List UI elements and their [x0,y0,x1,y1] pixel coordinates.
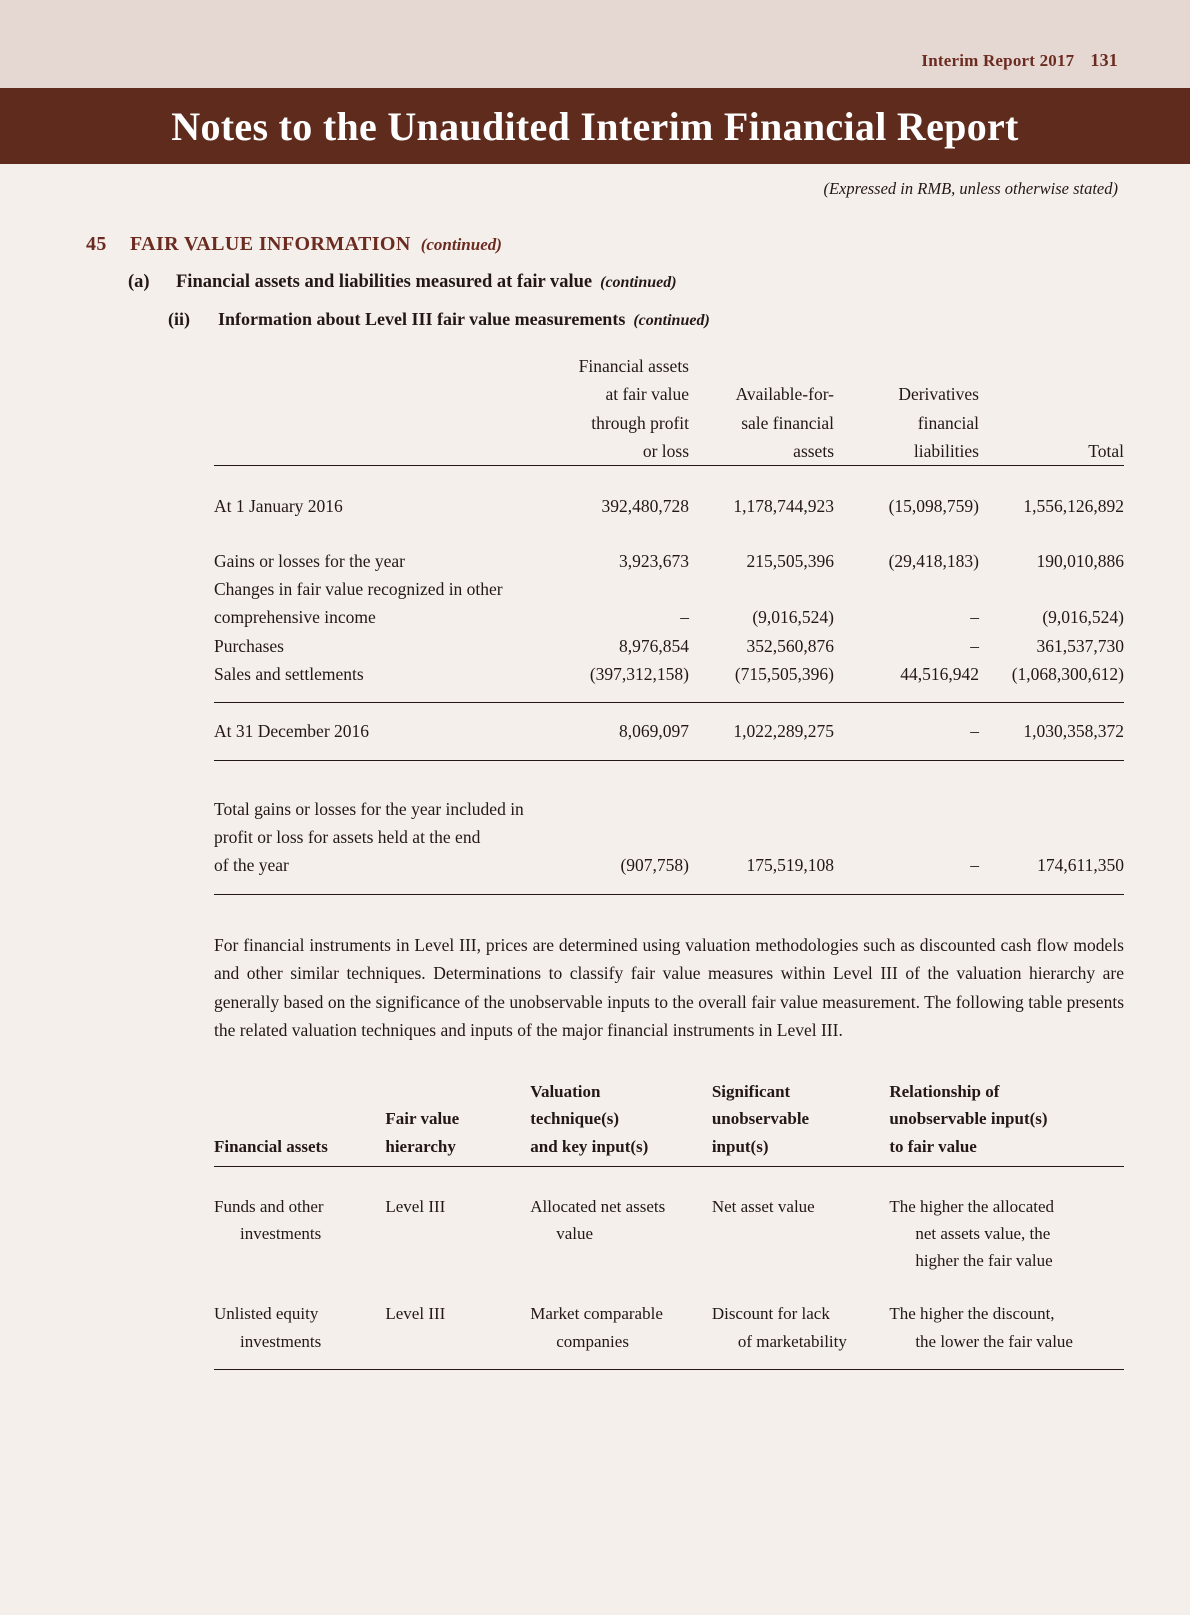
spacer [214,1167,1124,1193]
spacer [214,703,1124,717]
relationship-line1: The higher the allocated [889,1196,1055,1216]
spacer [214,466,1124,492]
row-value: 392,480,728 [601,496,689,517]
row-value [834,823,979,851]
table-row [214,547,1124,575]
asset-line2: investments [240,1223,322,1243]
table-row [214,660,1124,688]
h1-line3: Financial assets [214,1136,328,1156]
subsection-a-heading [128,272,1118,293]
asset-line1: Unlisted equity [214,1304,319,1324]
spacer [214,1274,1124,1300]
table-row [214,1193,1124,1275]
row-label: Purchases [214,635,284,656]
row-value [834,795,979,823]
technique-cell [530,1193,712,1275]
header-blank [214,352,544,380]
row-value: (9,016,524) [752,607,834,628]
spacer [214,1355,1124,1369]
spacer [214,688,1124,702]
row-label: of the year [214,855,289,876]
col1-line2: at fair value [605,384,689,405]
row-label: comprehensive income [214,607,376,628]
h1-line1 [214,1078,385,1105]
relationship-line1: The higher the discount, [889,1304,1055,1324]
header-blank [214,409,544,437]
row-value: 1,178,744,923 [733,496,834,517]
header-row-2 [214,1105,1124,1132]
col3-line4: liabilities [913,441,979,462]
row-value [979,575,1124,603]
table-row [214,575,1124,603]
row-value [544,823,689,851]
row-label: profit or loss for assets held at the end [214,827,481,848]
asset-line1: Funds and other [214,1196,324,1216]
col2-line4: assets [793,441,834,462]
technique-line2: value [556,1223,594,1243]
technique-line1: Allocated net assets [530,1196,666,1216]
relationship-line2: the lower the fair value [915,1331,1073,1351]
row-value: (1,068,300,612) [1011,664,1124,685]
subsection-a-label: (a) [128,272,150,292]
page-title: Notes to the Unaudited Interim Financial Report [171,103,1019,149]
relationship-line2: net assets value, the [915,1223,1051,1243]
header-row-4 [214,437,1124,465]
row-value [979,795,1124,823]
col2-line3: sale financial [741,412,834,433]
row-value: – [680,607,689,628]
subsection-ii-title: Information about Level III fair value measurements [218,309,626,329]
spacer [214,880,1124,894]
h3-line2: technique(s) [530,1109,620,1129]
note-title: FAIR VALUE INFORMATION [130,233,411,255]
col3-line3: financial [917,412,979,433]
h5-line3: to fair value [889,1136,977,1156]
row-label: At 1 January 2016 [214,496,343,517]
col3-line2: Derivatives [898,384,979,405]
row-value [544,795,689,823]
financial-asset-cell [214,1193,385,1275]
row-value: 44,516,942 [900,664,979,685]
running-head [921,50,1118,71]
table-row [214,851,1124,879]
h2-line3: hierarchy [385,1136,456,1156]
table2-bottom-rule-row [214,1369,1124,1370]
subsection-ii-continued: (continued) [633,312,710,329]
row-value [544,575,689,603]
subsection-a-title: Financial assets and liabilities measured at fair value [176,272,593,292]
spacer [214,746,1124,760]
hierarchy-cell: Level III [385,1304,446,1324]
table-row [214,632,1124,660]
col1-line3: through profit [591,412,689,433]
input-cell [712,1193,890,1275]
level3-movement-table [214,352,1124,895]
row-value: 190,010,886 [1036,550,1124,571]
level3-paragraph: For financial instruments in Level III, prices are determined using valuation methodologies such as discounted cash flow models and other similar techniques. Determinations to classify fair value measures within Level III of the valuation hierarchy are generally based on the significance of the unobservable inputs to the overall fair value measurement. The following table presents the related valuation techniques and inputs of the major financial instruments in Level III. [214,934,1124,1040]
row-value: 215,505,396 [746,550,834,571]
header-row-2 [214,380,1124,408]
h5-line1: Relationship of [889,1082,1000,1102]
technique-line2: companies [556,1331,629,1351]
input-line1: Net asset value [711,1196,815,1216]
row-label: Changes in fair value recognized in other [214,579,503,600]
page-title-band [0,88,1190,164]
header-blank [214,380,544,408]
note-continued: (continued) [420,235,502,254]
financial-asset-cell [214,1300,385,1354]
h4-line1: Significant [711,1082,791,1102]
col4-line4: Total [1088,441,1124,462]
col4-line1 [979,352,1124,380]
note-heading [86,233,1118,256]
row-value: 8,976,854 [619,635,689,656]
col1-line1: Financial assets [578,356,689,376]
input-line2: of marketability [737,1331,847,1351]
row-value: 175,519,108 [746,855,834,876]
row-label: At 31 December 2016 [214,721,370,742]
row-value: 1,556,126,892 [1023,496,1124,517]
spacer [214,521,1124,547]
header-row-3 [214,409,1124,437]
bottom-rule [214,894,1124,895]
table-row [214,795,1124,823]
row-value: 174,611,350 [1037,855,1124,876]
col2-line1 [689,352,834,380]
row-label: Sales and settlements [214,664,364,685]
col4-line3 [979,409,1124,437]
row-value: 352,560,876 [746,635,834,656]
relationship-cell [889,1193,1124,1275]
row-value: (907,758) [620,855,689,876]
col3-line1 [834,352,979,380]
row-label: Gains or losses for the year [214,550,405,571]
row-value: (715,505,396) [734,664,834,685]
table-row [214,1300,1124,1354]
row-value: (397,312,158) [589,664,689,685]
hierarchy-cell: Level III [385,1196,446,1216]
row-value: – [970,855,979,876]
h3-line1: Valuation [530,1082,601,1102]
table2-head [214,1078,1124,1167]
row-value [979,823,1124,851]
row-value: 361,537,730 [1036,635,1124,656]
header-row-1 [214,1078,1124,1105]
table2-body [214,1167,1124,1370]
row-value [689,823,834,851]
row-value: (29,418,183) [888,550,979,571]
h2-line2: Fair value [385,1109,460,1129]
table-head [214,352,1124,466]
expressed-note: (Expressed in RMB, unless otherwise stated) [823,179,1118,198]
page-number: 131 [1090,50,1118,70]
relationship-line3: higher the fair value [915,1251,1053,1271]
table-body [214,466,1124,894]
col2-line2: Available-for- [735,384,834,405]
table2-header-rule [214,1160,1124,1167]
h5-line2: unobservable input(s) [889,1109,1048,1129]
subsection-a-continued: (continued) [600,274,677,291]
row-value: 1,022,289,275 [733,721,834,742]
row-value: (15,098,759) [888,496,979,517]
technique-cell [530,1300,712,1354]
row-value: – [970,607,979,628]
row-label: Total gains or losses for the year included in [214,798,524,819]
h4-line2: unobservable [711,1109,810,1129]
table-row [214,717,1124,745]
h2-line1 [385,1078,530,1105]
subsection-ii-label: (ii) [168,309,190,329]
page-content [0,233,1190,1370]
table-row [214,603,1124,631]
row-value: – [970,635,979,656]
table-row [214,823,1124,851]
header-row-1 [214,352,1124,380]
input-line1: Discount for lack [711,1304,830,1324]
spacer [214,761,1124,795]
subsection-ii-heading [168,309,1118,330]
row-value [689,795,834,823]
valuation-technique-table [214,1078,1124,1370]
header-row-3 [214,1133,1124,1160]
row-value [689,575,834,603]
table-row [214,492,1124,520]
input-cell [712,1300,890,1354]
h4-line3: input(s) [711,1136,769,1156]
h3-line3: and key input(s) [530,1136,649,1156]
running-head-text: Interim Report 2017 [921,51,1075,70]
row-value: 3,923,673 [619,550,689,571]
row-value [834,575,979,603]
note-number: 45 [86,233,107,255]
header-blank [214,437,544,465]
table2-header-rule-row [214,1160,1124,1167]
row-value: 8,069,097 [619,721,689,742]
row-value: – [970,721,979,742]
asset-line2: investments [240,1331,322,1351]
row-value: 1,030,358,372 [1023,721,1124,742]
row-value: (9,016,524) [1042,607,1124,628]
page-header-band [0,0,1190,88]
relationship-cell [889,1300,1124,1354]
table2-bottom-rule [214,1369,1124,1370]
col1-line4: or loss [642,441,689,462]
technique-line1: Market comparable [530,1304,663,1324]
col4-line2 [979,380,1124,408]
h1-line2 [214,1105,385,1132]
bottom-rule-row [214,894,1124,895]
